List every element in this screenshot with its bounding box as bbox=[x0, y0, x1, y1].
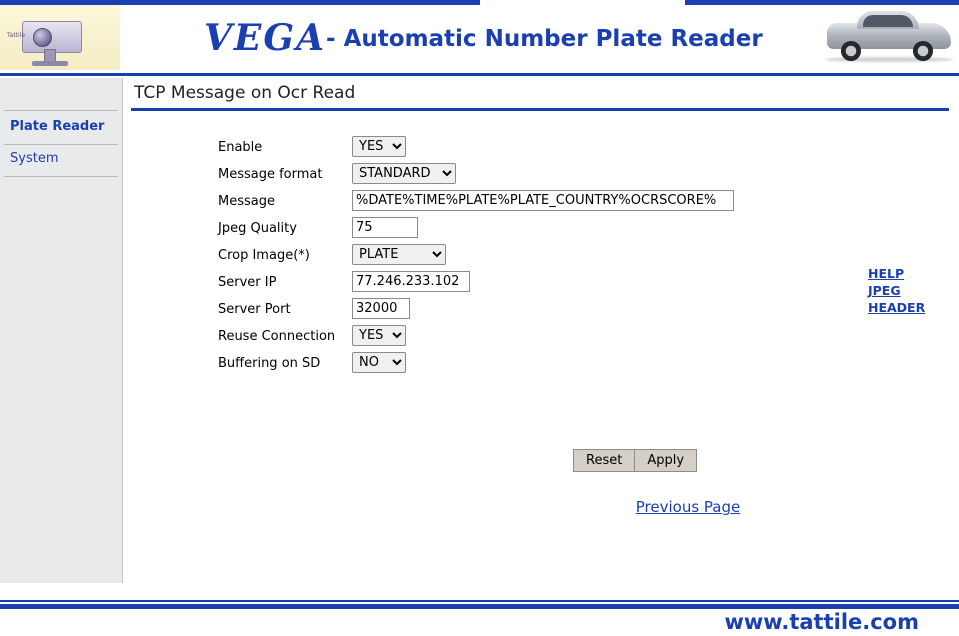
reset-button[interactable]: Reset bbox=[573, 449, 635, 472]
page-title: TCP Message on Ocr Read bbox=[134, 83, 356, 103]
link-jpeg[interactable]: JPEG bbox=[868, 283, 901, 298]
brand-name: VEGA bbox=[204, 17, 327, 59]
form-row-enable bbox=[218, 136, 958, 163]
select-message-format[interactable] bbox=[352, 163, 456, 184]
car-illustration bbox=[819, 5, 959, 70]
select-buffering-on-sd[interactable] bbox=[352, 352, 406, 373]
previous-page-wrap bbox=[573, 498, 803, 516]
sidebar-item-system[interactable]: System bbox=[10, 151, 59, 166]
form-row-jpeg-quality bbox=[218, 217, 958, 244]
link-header[interactable]: HEADER bbox=[868, 300, 926, 315]
form-row-message bbox=[218, 190, 958, 217]
camera-brand-tag: Tattile bbox=[7, 32, 26, 39]
sidebar-item-plate-reader[interactable]: Plate Reader bbox=[10, 119, 105, 134]
footer-divider-thick bbox=[0, 604, 959, 609]
label-crop-image: Crop Image(*) bbox=[218, 248, 310, 263]
label-server-ip: Server IP bbox=[218, 275, 277, 290]
label-server-port: Server Port bbox=[218, 302, 291, 317]
sidebar-divider-top bbox=[4, 110, 118, 111]
select-reuse-connection[interactable] bbox=[352, 325, 406, 346]
link-help[interactable]: HELP bbox=[868, 266, 905, 281]
camera-base-icon bbox=[32, 61, 68, 66]
footer-divider-thin bbox=[0, 600, 959, 602]
form-row-server-ip bbox=[218, 271, 958, 298]
input-server-ip[interactable] bbox=[352, 271, 470, 292]
title-divider bbox=[131, 108, 949, 111]
input-server-port[interactable] bbox=[352, 298, 410, 319]
label-message: Message bbox=[218, 194, 275, 209]
car-front-wheel-icon bbox=[841, 41, 861, 61]
label-message-format: Message format bbox=[218, 167, 323, 182]
footer-website: www.tattile.com bbox=[724, 610, 919, 634]
apply-button[interactable]: Apply bbox=[634, 449, 697, 472]
select-crop-image[interactable] bbox=[352, 244, 446, 265]
form-buttons bbox=[573, 449, 697, 472]
camera-lens-icon bbox=[33, 28, 52, 47]
main-content bbox=[123, 78, 959, 583]
label-buffering-on-sd: Buffering on SD bbox=[218, 356, 321, 371]
input-jpeg-quality[interactable] bbox=[352, 217, 418, 238]
form-row-message-format bbox=[218, 163, 958, 190]
form-row-buffering-on-sd bbox=[218, 352, 958, 379]
form-row-reuse-connection bbox=[218, 325, 958, 352]
car-rear-wheel-icon bbox=[913, 41, 933, 61]
sidebar bbox=[0, 78, 123, 583]
camera-illustration bbox=[0, 5, 120, 70]
sidebar-divider-middle bbox=[4, 144, 118, 145]
page-footer bbox=[0, 584, 959, 636]
page-header bbox=[0, 5, 959, 76]
brand-subtitle: - Automatic Number Plate Reader bbox=[326, 26, 763, 52]
input-message[interactable] bbox=[352, 190, 734, 211]
previous-page-link[interactable]: Previous Page bbox=[635, 498, 741, 516]
tcp-message-form bbox=[218, 136, 958, 516]
form-row-server-port bbox=[218, 298, 958, 325]
brand-title bbox=[204, 17, 763, 59]
label-jpeg-quality: Jpeg Quality bbox=[218, 221, 297, 236]
form-row-crop-image bbox=[218, 244, 958, 271]
car-window-icon bbox=[863, 15, 913, 27]
help-links bbox=[868, 265, 959, 316]
label-enable: Enable bbox=[218, 140, 263, 155]
select-enable[interactable] bbox=[352, 136, 406, 157]
label-reuse-connection: Reuse Connection bbox=[218, 329, 336, 344]
sidebar-divider-bottom bbox=[4, 176, 118, 177]
